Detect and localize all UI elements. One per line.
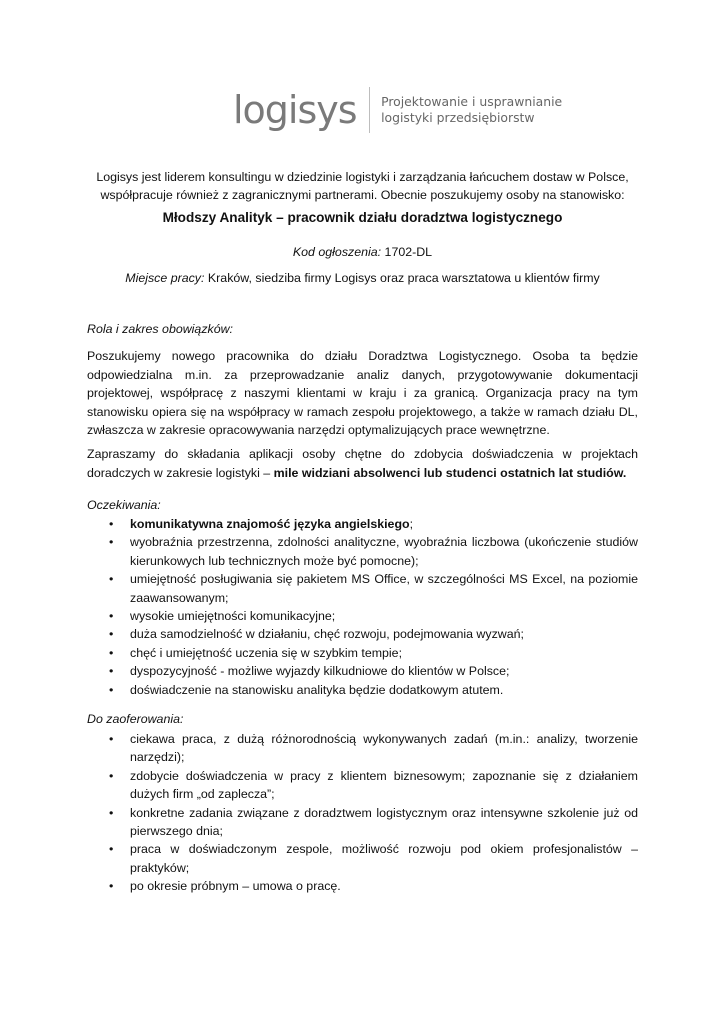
expectation-tail: ; [409, 517, 414, 531]
logo-tagline [381, 94, 562, 126]
logo-tagline-line1: Projektowanie i usprawnianie [381, 94, 563, 109]
role-paragraph-2-text: Zapraszamy do składania aplikacji osoby chętne do zdobycia doświadczenia w projektach doradczych w zakresie logistyki – [87, 447, 638, 480]
bullet-icon: • [109, 664, 114, 679]
list-item-text: zdobycie doświadczenia w pracy z klientem biznesowym; zapoznanie się z działaniem dużych firm „od zaplecza”; [130, 768, 638, 802]
bullet-icon: • [109, 879, 114, 894]
bullet-icon: • [109, 572, 114, 587]
job-title: Młodszy Analityk – pracownik działu doradztwa logistycznego [162, 210, 563, 225]
company-logo [233, 80, 562, 140]
list-item [87, 625, 638, 643]
offer-heading: Do zaoferowania: [87, 712, 184, 726]
logo-tagline-line2: logistyki przedsiębiorstw [381, 110, 535, 125]
offer-list [87, 730, 638, 896]
list-item-text: doświadczenie na stanowisku analityka będzie dodatkowym atutem. [130, 682, 504, 697]
list-item-text: praca w doświadczonym zespole, możliwość rozwoju pod okiem profesjonalistów – praktyków; [130, 842, 638, 875]
list-item-text: umiejętność posługiwania się pakietem MS Office, w szczególności MS Excel, na poziomie zaawansowanym; [130, 572, 638, 605]
list-item-text: chęć i umiejętność uczenia się w szybkim tempie; [130, 645, 403, 660]
list-item [87, 570, 638, 607]
bullet-icon: • [109, 535, 114, 550]
intro-line1: Logisys jest liderem konsultingu w dziedzinie logistyki i zarządzania łańcuchem dostaw w Polsce, [96, 170, 629, 184]
intro-text [87, 168, 638, 204]
expectations-list [87, 515, 638, 699]
bullet-icon: • [109, 609, 114, 624]
work-place-value: Kraków, siedziba firmy Logisys oraz praca warsztatowa u klientów firmy [207, 271, 600, 285]
list-item-text: dyspozycyjność - możliwe wyjazdy kilkudniowe do klientów w Polsce; [130, 664, 510, 679]
list-item [87, 533, 638, 570]
job-code-label: Kod ogłoszenia: [292, 245, 382, 259]
list-item [87, 840, 638, 877]
bullet-icon: • [109, 682, 114, 697]
list-item-text: konkretne zadania związane z doradztwem logistycznym oraz intensywne szkolenie już od pierwszego dnia; [130, 805, 638, 839]
role-paragraph-2-bold: mile widziani absolwenci lub studenci ostatnich lat studiów. [273, 465, 627, 480]
list-item-text: wyobraźnia przestrzenna, zdolności analityczne, wyobraźnia liczbowa (ukończenie studiów kierunkowych lub technicznych może być pomocne); [130, 535, 638, 568]
list-item [87, 767, 638, 804]
role-paragraph-1: Poszukujemy nowego pracownika do działu Doradztwa Logistycznego. Osoba ta będzie odpowiedzialna m.in. za przeprowadzanie analiz danych, przygotowywanie dokumentacji projektowej, współpracę z naszymi klientami w kraju i za granicą. Organizacja pracy na tym stanowisku opiera się na współpracy w ramach zespołu projektowego, a także w ramach działu DL, zwłaszcza w zakresie opracowywania narzędzi optymalizujących prace wewnętrzne. [87, 349, 638, 438]
list-item-text: ciekawa praca, z dużą różnorodnością wykonywanych zadań (m.in.: analizy, tworzenie narzędzi); [130, 732, 638, 765]
job-code-value: 1702-DL [384, 245, 433, 259]
bullet-icon: • [109, 842, 114, 857]
list-item [87, 730, 638, 767]
bullet-icon: • [109, 768, 114, 783]
bullet-icon: • [109, 627, 114, 642]
role-heading: Rola i zakres obowiązków: [87, 322, 233, 336]
intro-line2: współpracuje również z zagranicznymi partnerami. Obecnie poszukujemy osoby na stanowisko: [100, 188, 625, 202]
list-item [87, 662, 638, 680]
bullet-icon: • [109, 732, 114, 746]
work-place [87, 271, 638, 285]
list-item [87, 644, 638, 662]
list-item [87, 681, 638, 699]
list-item-text: po okresie próbnym – umowa o pracę. [130, 879, 341, 894]
list-item-text: duża samodzielność w działaniu, chęć rozwoju, podejmowania wyzwań; [130, 627, 524, 642]
job-code [87, 245, 638, 259]
work-place-label: Miejsce pracy: [125, 271, 205, 285]
logo-wordmark: logisys [233, 88, 357, 132]
list-item-text: wysokie umiejętności komunikacyjne; [130, 609, 336, 624]
role-paragraph-2 [87, 445, 638, 482]
logo-divider [369, 87, 371, 133]
bullet-icon: • [109, 517, 114, 531]
list-item [87, 515, 638, 533]
bullet-icon: • [109, 645, 114, 660]
list-item [87, 804, 638, 841]
expectation-bold: komunikatywna znajomość języka angielskiego [130, 517, 410, 531]
expectations-heading: Oczekiwania: [87, 498, 161, 512]
list-item [87, 877, 638, 895]
bullet-icon: • [109, 805, 114, 820]
list-item [87, 607, 638, 625]
